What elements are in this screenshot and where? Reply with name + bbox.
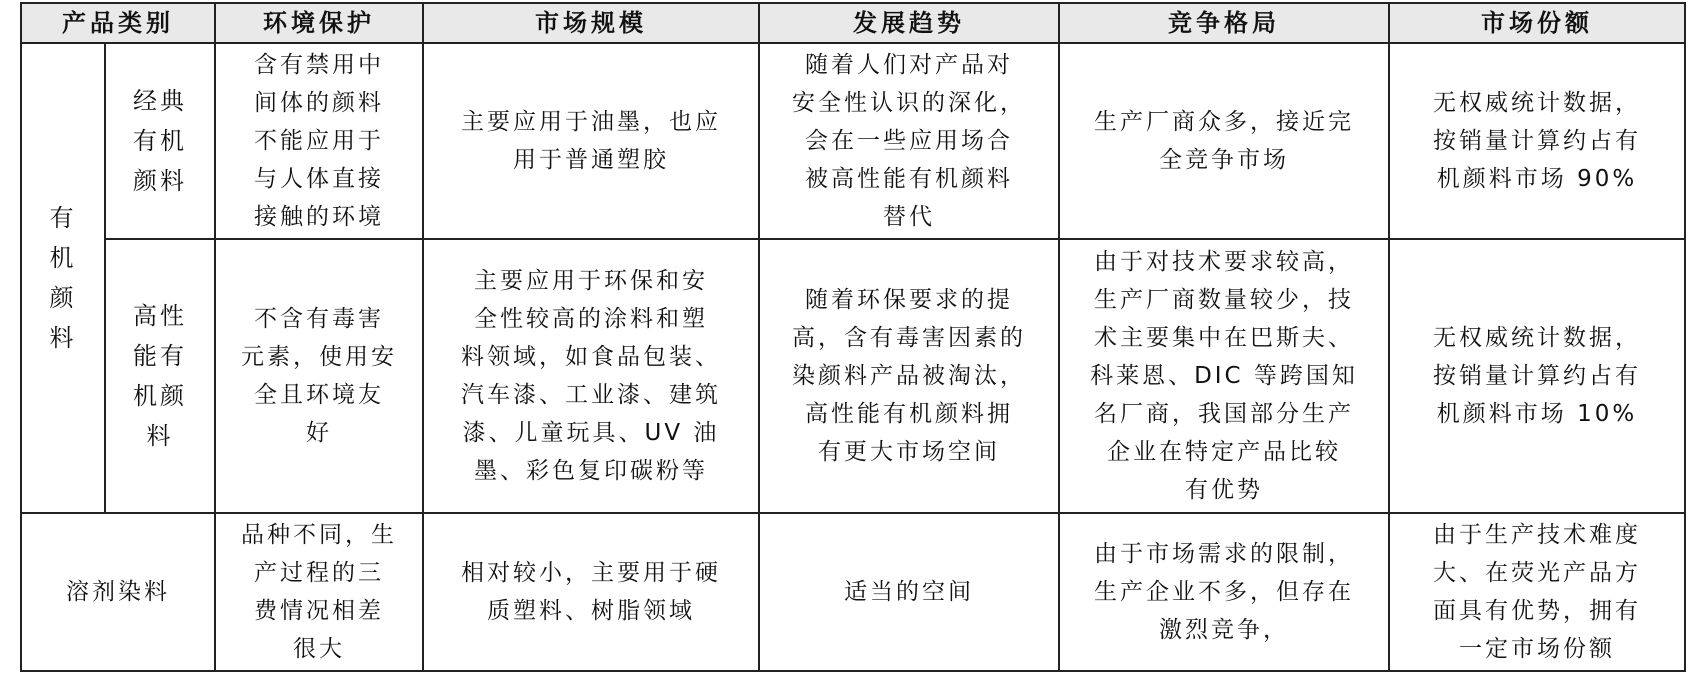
cell-trend: 随着环保要求的提 高，含有毒害因素的 染颜料产品被淘汰， 高性能有机颜料拥 有更大市场空间: [759, 239, 1059, 513]
table-row: [21, 239, 1685, 513]
cell-market-size: 主要应用于油墨，也应 用于普通塑胶: [423, 43, 759, 239]
cell-trend: 适当的空间: [759, 513, 1059, 671]
header-market-size: 市场规模: [423, 3, 759, 43]
cell-category: 溶剂染料: [21, 513, 215, 671]
cell-market-share: 由于生产技术难度 大、在荧光产品方 面具有优势，拥有 一定市场份额: [1389, 513, 1685, 671]
cell-environment: 含有禁用中 间体的颜料 不能应用于 与人体直接 接触的环境: [215, 43, 423, 239]
header-product-category: 产品类别: [21, 3, 215, 43]
cell-competition: 由于市场需求的限制， 生产企业不多，但存在 激烈竞争，: [1059, 513, 1389, 671]
cell-market-size: 主要应用于环保和安 全性较高的涂料和塑 料领域，如食品包装、 汽车漆、工业漆、建筑 漆、儿童玩具、UV 油 墨、彩色复印碳粉等: [423, 239, 759, 513]
cell-trend: 随着人们对产品对 安全性认识的深化， 会在一些应用场合 被高性能有机颜料 替代: [759, 43, 1059, 239]
pigment-market-table-container: [20, 2, 1684, 672]
table-row: [21, 43, 1685, 239]
cell-market-share: 无权威统计数据， 按销量计算约占有 机颜料市场 10%: [1389, 239, 1685, 513]
cell-market-size: 相对较小，主要用于硬 质塑料、树脂领域: [423, 513, 759, 671]
header-environment: 环境保护: [215, 3, 423, 43]
cell-environment: 不含有毒害 元素，使用安 全且环境友 好: [215, 239, 423, 513]
cell-category: 高性 能有 机颜 料: [105, 239, 215, 513]
table-row: [21, 513, 1685, 671]
header-market-share: 市场份额: [1389, 3, 1685, 43]
cell-environment: 品种不同，生 产过程的三 费情况相差 很大: [215, 513, 423, 671]
pigment-market-table: [20, 2, 1686, 672]
table-header-row: [21, 3, 1685, 43]
header-competition: 竞争格局: [1059, 3, 1389, 43]
header-trend: 发展趋势: [759, 3, 1059, 43]
cell-market-share: 无权威统计数据， 按销量计算约占有 机颜料市场 90%: [1389, 43, 1685, 239]
group-label-organic-pigment: 有 机 颜 料: [21, 43, 105, 513]
cell-category: 经典 有机 颜料: [105, 43, 215, 239]
cell-competition: 由于对技术要求较高， 生产厂商数量较少，技 术主要集中在巴斯夫、 科莱恩、DIC 等跨国知 名厂商，我国部分生产 企业在特定产品比较 有优势: [1059, 239, 1389, 513]
cell-competition: 生产厂商众多，接近完 全竞争市场: [1059, 43, 1389, 239]
